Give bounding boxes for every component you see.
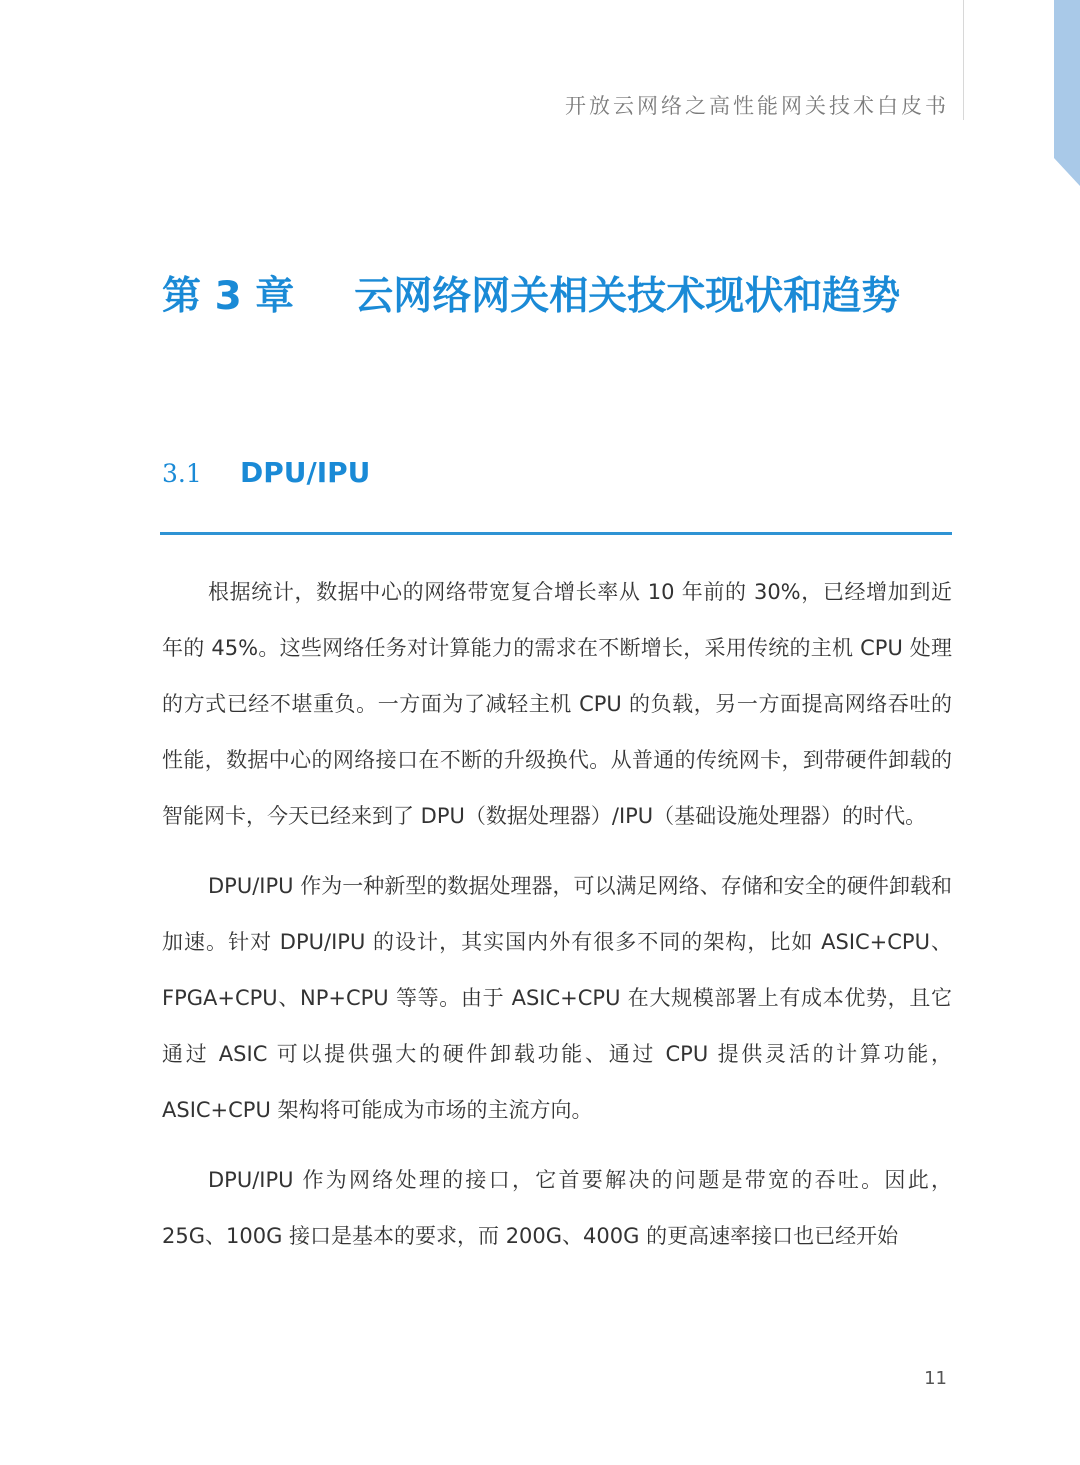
- body-text: [162, 564, 952, 1278]
- page-number: 11: [924, 1368, 947, 1389]
- corner-tab-decoration: [1054, 0, 1080, 186]
- running-title: 开放云网络之高性能网关技术白皮书: [565, 94, 949, 118]
- section-title: DPU/IPU: [240, 456, 371, 489]
- paragraph: 根据统计，数据中心的网络带宽复合增长率从 10 年前的 30%，已经增加到近年的 45%。这些网络任务对计算能力的需求在不断增长，采用传统的主机 CPU 处理的方式已经不堪重负。一方面为了减轻主机 CPU 的负载，另一方面提高网络吞吐的性能，数据中心的网络接口在不断的升级换代。从普通的传统网卡，到带硬件卸载的智能网卡，今天已经来到了 DPU（数据处理器）/IPU（基础设施处理器）的时代。: [162, 580, 952, 828]
- section-heading: [162, 456, 370, 489]
- section-number: 3.1: [162, 459, 202, 488]
- chapter-heading: [162, 265, 900, 321]
- paragraph: DPU/IPU 作为网络处理的接口，它首要解决的问题是带宽的吞吐。因此，25G、100G 接口是基本的要求，而 200G、400G 的更高速率接口也已经开始: [162, 1168, 952, 1248]
- chapter-number: 第 3 章: [162, 274, 295, 319]
- header-divider: [963, 0, 964, 120]
- paragraph: DPU/IPU 作为一种新型的数据处理器，可以满足网络、存储和安全的硬件卸载和加速。针对 DPU/IPU 的设计，其实国内外有很多不同的架构，比如 ASIC+CPU、FPGA+CPU、NP+CPU 等等。由于 ASIC+CPU 在大规模部署上有成本优势，且它通过 ASIC 可以提供强大的硬件卸载功能、通过 CPU 提供灵活的计算功能，ASIC+CPU 架构将可能成为市场的主流方向。: [162, 874, 952, 1122]
- chapter-title: 云网络网关相关技术现状和趋势: [354, 274, 901, 319]
- section-divider: [160, 532, 952, 535]
